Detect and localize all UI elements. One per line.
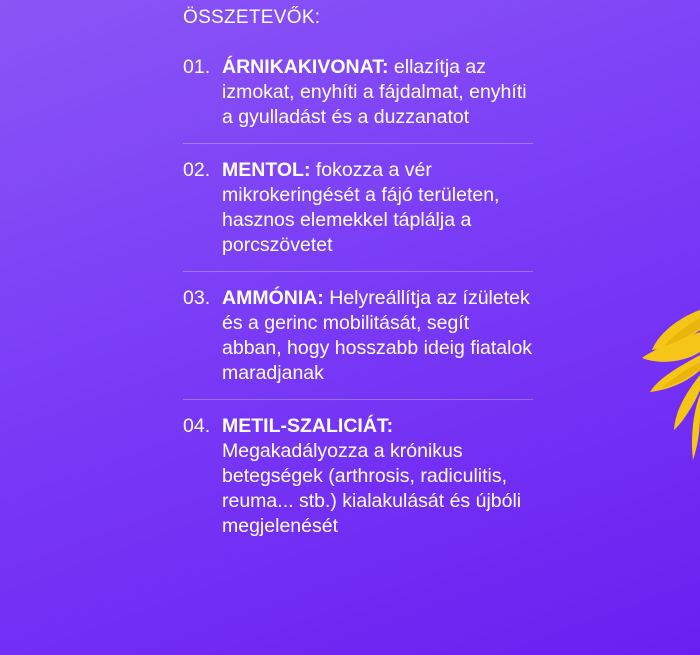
ingredient-text [222, 414, 533, 539]
divider [183, 143, 533, 144]
ingredient-item-3 [183, 286, 533, 386]
ingredient-text [222, 158, 533, 258]
arnica-flower-icon [630, 270, 700, 470]
ingredient-description: Helyreállítja az ízületek és a gerinc mobilitását, segít abban, hogy hosszabb ideig fiatalok maradjanak [222, 287, 533, 384]
ingredient-title: MENTOL: [222, 159, 311, 181]
ingredient-description: ellazítja az izmokat, enyhíti a fájdalmat, enyhíti a gyulladást és a duzzanatot [222, 56, 527, 128]
ingredient-description: Megakadályozza a krónikus betegségek (arthrosis, radiculitis, reuma... stb.) kialakulását és újbóli megjelenését [222, 440, 522, 537]
ingredient-title: ÁRNIKAKIVONAT: [222, 56, 389, 78]
ingredient-number: 03. [183, 287, 211, 309]
ingredient-number: 04. [183, 415, 211, 437]
divider [183, 399, 533, 400]
ingredient-description: fokozza a vér mikrokeringését a fájó területen, hasznos elemekkel táplálja a porcszövetet [222, 159, 500, 256]
ingredients-list [183, 55, 533, 539]
ingredient-item-2 [183, 158, 533, 258]
arnica-flower-graphic [630, 270, 700, 470]
divider [183, 271, 533, 272]
ingredient-item-1 [183, 55, 533, 130]
ingredient-title: METIL-SZALICIÁT: [222, 415, 394, 437]
ingredient-item-4 [183, 414, 533, 539]
ingredients-heading: ÖSSZETEVŐK: [183, 7, 321, 28]
ingredient-text [222, 55, 533, 130]
ingredient-number: 01. [183, 56, 211, 78]
ingredient-title: AMMÓNIA: [222, 287, 324, 309]
ingredient-number: 02. [183, 159, 211, 181]
ingredient-text [222, 286, 533, 386]
